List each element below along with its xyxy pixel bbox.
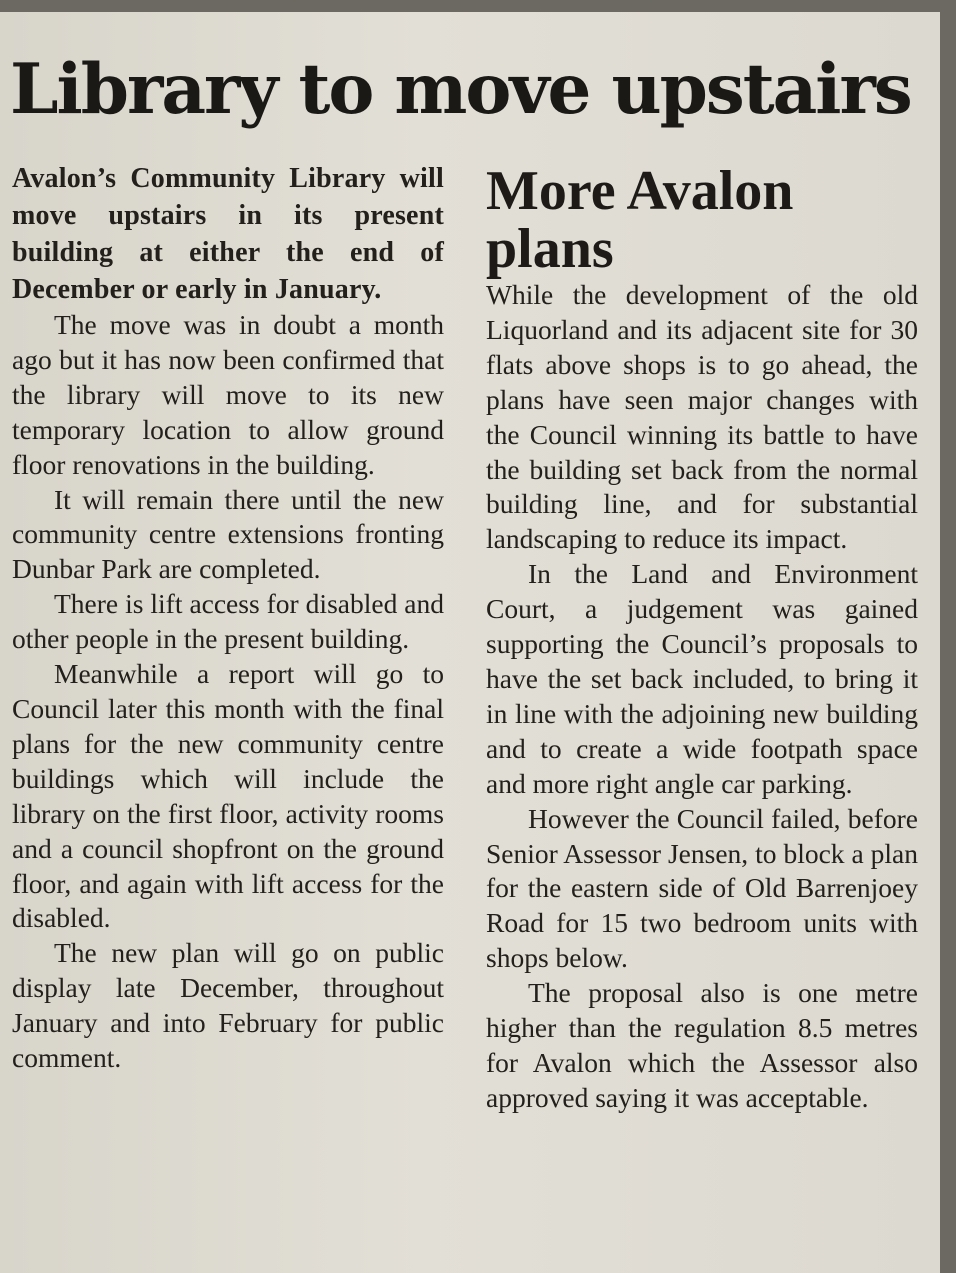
article-paragraph: Meanwhile a report will go to Council later this month with the final plans for the new community centre buildings which will include the library on the first floor, activity rooms and a council shopfront on the ground floor, and again with lift access for the disabled. (12, 658, 444, 934)
subheadline: More Avalon plans (486, 160, 794, 280)
article-lead: Avalon’s Community Library will move upstairs in its present building at either the end of December or early in January. (12, 163, 444, 305)
article-paragraph: However the Council failed, before Senior Assessor Jensen, to block a plan for the eastern side of Old Barrenjoey Road for 15 two bedroom units with shops below. (486, 802, 918, 974)
article-library-column (12, 160, 444, 1076)
article-avalon-plans-column (486, 162, 918, 1116)
article-paragraph: The move was in doubt a month ago but it has now been confirmed that the library will move to its new temporary location to allow ground floor renovations in the building. (12, 309, 444, 480)
article-paragraph: In the Land and Environment Court, a judgement was gained supporting the Council’s proposals to have the set back included, to bring it in line with the adjoining new building and to create a wide footpath space and more right angle car parking. (486, 558, 918, 799)
article-paragraph: The new plan will go on public display late December, throughout January and into February for public comment. (12, 937, 444, 1074)
article-paragraph: There is lift access for disabled and other people in the present building. (12, 588, 444, 655)
headline: Library to move upstairs (10, 49, 911, 130)
newspaper-clipping (0, 12, 940, 1273)
article-paragraph: It will remain there until the new community centre extensions fronting Dunbar Park are completed. (12, 483, 444, 585)
article-paragraph: The proposal also is one metre higher than the regulation 8.5 metres for Avalon which the Assessor also approved saying it was acceptable. (486, 977, 918, 1113)
article-paragraph: While the development of the old Liquorland and its adjacent site for 30 flats above shops is to go ahead, the plans have seen major changes with the Council winning its battle to have the building set back from the normal building line, and for substantial landscaping to reduce its impact. (486, 279, 918, 555)
